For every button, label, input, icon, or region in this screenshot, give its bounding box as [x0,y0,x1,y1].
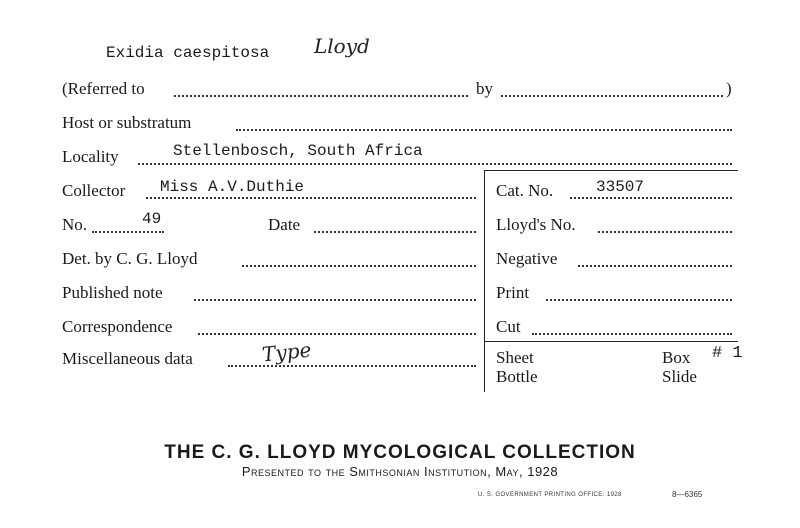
collector-label: Collector [62,181,126,200]
cat-no-line [570,197,732,199]
locality-value: Stellenbosch, South Africa [173,142,423,160]
misc-label: Miscellaneous data [62,349,193,368]
close-paren: ) [726,79,732,98]
printer-note: U. S. GOVERNMENT PRINTING OFFICE: 1928 [478,492,622,498]
box-value: # 1 [712,344,743,363]
published-note-line [194,299,476,301]
negative-label: Negative [496,249,558,268]
date-label: Date [268,215,301,234]
box-left-border [484,170,485,392]
negative-line [578,265,732,267]
box-top-border [484,170,738,171]
host-label: Host or substratum [62,113,192,132]
no-line [92,231,164,233]
date-line [314,231,476,233]
locality-label: Locality [62,147,119,166]
locality-line [138,163,732,165]
lloyds-no-line [598,231,732,233]
no-value: 49 [142,210,162,228]
print-label: Print [496,283,530,302]
form-number: 8—6365 [672,490,703,499]
by-label: by [476,79,493,98]
specimen-name: Exidia caespitosa [106,44,270,62]
specimen-author-handwritten: Lloyd [314,34,370,58]
cut-line [532,333,732,335]
collection-subtitle: Presented to the Smithsonian Institution, May, 1928 [241,464,559,479]
by-line [501,95,723,97]
lloyds-no-label: Lloyd's No. [496,215,576,234]
box-label: Box [662,348,691,367]
collector-value: Miss A.V.Duthie [160,178,305,196]
collection-title: THE C. G. LLOYD MYCOLOGICAL COLLECTION [164,442,636,463]
correspondence-label: Correspondence [62,317,173,336]
referred-to-label: (Referred to [62,79,145,98]
sheet-label: Sheet [496,348,534,367]
slide-label: Slide [662,367,697,386]
bottle-label: Bottle [496,367,538,386]
print-line [546,299,732,301]
published-note-label: Published note [62,283,163,302]
collector-line [146,197,476,199]
no-label: No. [62,215,88,234]
correspondence-line [198,333,476,335]
det-by-label: Det. by C. G. Lloyd [62,249,198,268]
box-divider [484,341,738,342]
cat-no-label: Cat. No. [496,181,554,200]
det-by-line [242,265,476,267]
cat-no-value: 33507 [596,178,645,196]
cut-label: Cut [496,317,521,336]
referred-to-line [174,95,468,97]
misc-value-handwritten: Type [260,337,313,367]
host-line [236,129,732,131]
